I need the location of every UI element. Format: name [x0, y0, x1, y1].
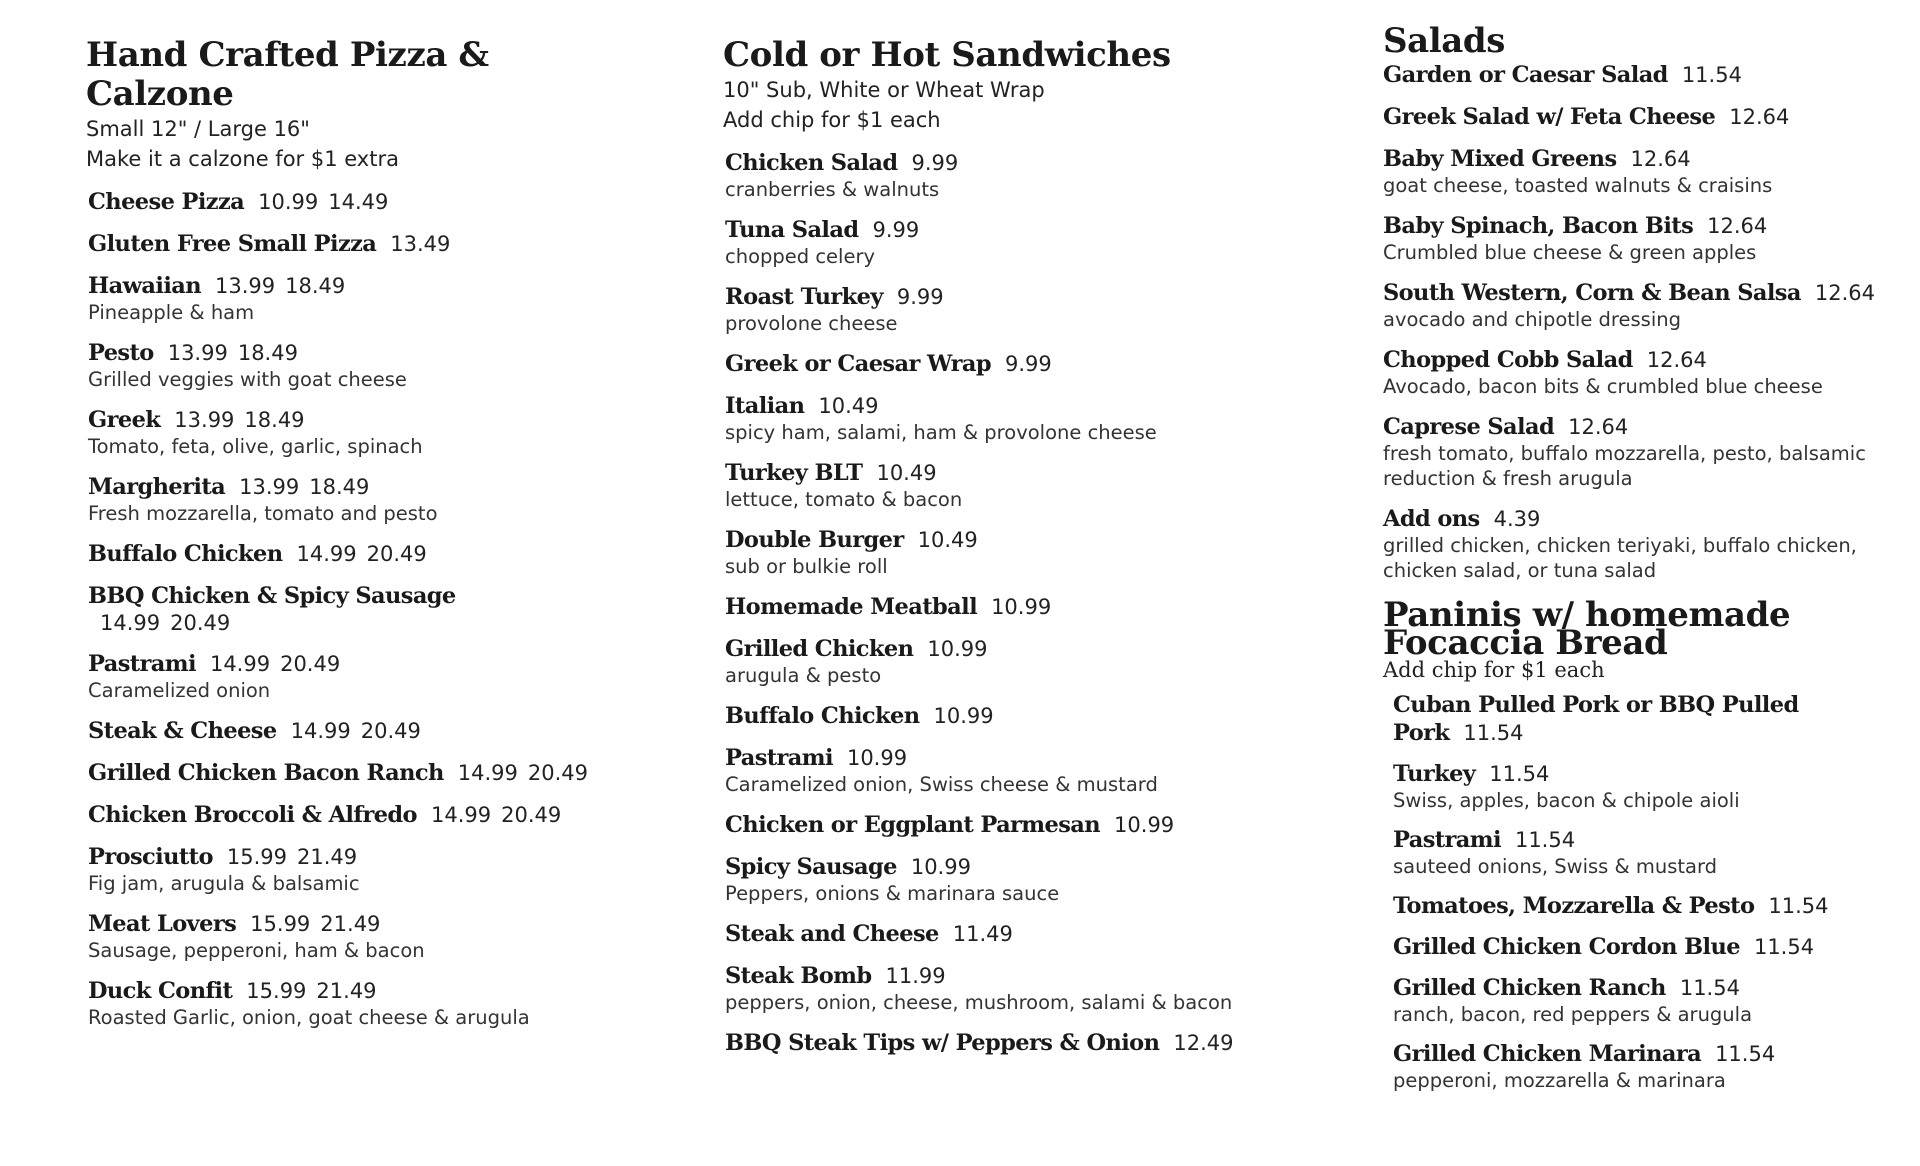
menu-item-price: 11.54 [1753, 935, 1815, 959]
menu-item [1383, 103, 1903, 131]
sandwiches-section [723, 36, 1303, 1057]
menu-item-name: Grilled Chicken Ranch [1393, 975, 1666, 1001]
menu-item [725, 744, 1303, 797]
menu-item-price: 12.64 [1814, 281, 1875, 305]
menu-item [725, 962, 1303, 1015]
menu-item-line [725, 635, 1303, 663]
menu-item [1393, 760, 1903, 813]
menu-item-name: Chicken or Eggplant Parmesan [725, 812, 1101, 838]
menu-item-line [725, 526, 1303, 554]
menu-item-name: Greek or Caesar Wrap [725, 351, 991, 377]
menu-item-price: 11.49 [952, 922, 1013, 946]
price-large: 20.49 [360, 719, 421, 743]
menu-item-name: Chicken Broccoli & Alfredo [88, 802, 417, 828]
menu-item-name: Roast Turkey [725, 284, 883, 310]
price-small: 13.99 [239, 475, 300, 499]
menu-item-name: Grilled Chicken Bacon Ranch [88, 760, 444, 786]
menu-item-description: arugula & pesto [725, 664, 882, 687]
pizza-size-note: Small 12" / Large 16" [86, 117, 310, 141]
menu-item-name: Grilled Chicken [725, 636, 914, 662]
menu-item-description: avocado and chipotle dressing [1383, 308, 1681, 331]
price-small: 13.99 [215, 274, 276, 298]
price-small: 15.99 [246, 979, 307, 1003]
menu-item-description: Swiss, apples, bacon & chipole aioli [1393, 789, 1740, 812]
menu-item-description: provolone cheese [725, 312, 898, 335]
menu-item [88, 843, 666, 896]
menu-item-name: Italian [725, 393, 805, 419]
panini-items [1383, 691, 1903, 1093]
menu-item-description: Peppers, onions & marinara sauce [725, 882, 1060, 905]
price-small: 13.99 [174, 408, 235, 432]
menu-item-line [1393, 933, 1903, 961]
price-small: 15.99 [226, 845, 287, 869]
menu-item-line [88, 910, 666, 938]
menu-item [725, 149, 1303, 202]
menu-item-name: Spicy Sausage [725, 854, 897, 880]
menu-item-line [88, 272, 666, 300]
menu-item-line [1383, 346, 1903, 374]
menu-item-line [725, 1029, 1303, 1057]
price-large: 20.49 [501, 803, 562, 827]
price-large: 20.49 [280, 652, 341, 676]
menu-item [88, 188, 666, 216]
menu-item [725, 459, 1303, 512]
menu-item-name: Greek [88, 407, 161, 433]
price-small: 14.99 [430, 803, 492, 827]
menu-item-line [88, 473, 666, 501]
salads-section [1383, 22, 1903, 1093]
menu-item-description: Pineapple & ham [88, 301, 255, 324]
menu-item-name: BBQ Chicken & Spicy Sausage [88, 583, 456, 609]
menu-item-description: Grilled veggies with goat cheese [88, 368, 407, 391]
price-small: 13.49 [390, 232, 451, 256]
menu-item-price: 11.99 [885, 964, 946, 988]
menu-item [1393, 691, 1903, 747]
menu-item-price: 9.99 [896, 285, 944, 309]
menu-item-name: Pastrami [725, 745, 833, 771]
price-large: 20.49 [366, 542, 427, 566]
price-large: 20.49 [527, 761, 588, 785]
menu-item-description: Sausage, pepperoni, ham & bacon [88, 939, 425, 962]
menu-item-price: 12.64 [1646, 348, 1707, 372]
menu-item-name: Tuna Salad [725, 217, 859, 243]
menu-item-line [725, 744, 1303, 772]
price-large: 21.49 [320, 912, 381, 936]
menu-item [1393, 826, 1903, 879]
menu-item-line [88, 843, 666, 871]
menu-item-line [725, 283, 1303, 311]
menu-item [1393, 1040, 1903, 1093]
sandwiches-title: Cold or Hot Sandwiches [723, 35, 1171, 75]
menu-item-line [88, 230, 666, 258]
menu-item-line [725, 920, 1303, 948]
menu-item-description: Fresh mozzarella, tomato and pesto [88, 502, 438, 525]
menu-item-price: 10.99 [933, 704, 994, 728]
menu-item [725, 350, 1303, 378]
menu-item-name: Caprese Salad [1383, 414, 1555, 440]
menu-item-line [1383, 413, 1903, 441]
pizza-title: Hand Crafted Pizza & Calzone [86, 35, 489, 114]
menu-item [88, 339, 666, 392]
menu-item-name: Add ons [1383, 506, 1480, 532]
pizza-section [86, 36, 666, 1030]
price-large: 20.49 [170, 611, 231, 635]
sandwiches-bread-note: 10" Sub, White or Wheat Wrap [723, 78, 1045, 102]
menu-item [88, 540, 666, 568]
menu-item-name: Meat Lovers [88, 911, 237, 937]
menu-item-line [1383, 505, 1903, 533]
menu-item [725, 593, 1303, 621]
menu-item [725, 526, 1303, 579]
price-large: 21.49 [296, 845, 358, 869]
menu-item-name: Baby Spinach, Bacon Bits [1383, 213, 1694, 239]
menu-item-name: Cheese Pizza [88, 189, 245, 215]
menu-item-name: South Western, Corn & Bean Salsa [1383, 280, 1801, 306]
menu-item-line [88, 650, 666, 678]
paninis-chip-note: Add chip for $1 each [1383, 658, 1605, 682]
menu-item-description: grilled chicken, chicken teriyaki, buffalo chicken, chicken salad, or tuna salad [1383, 534, 1857, 582]
menu-item [88, 977, 666, 1030]
menu-item-line [1393, 1040, 1903, 1068]
menu-item-name: Double Burger [725, 527, 904, 553]
menu-item-description: Crumbled blue cheese & green apples [1383, 241, 1757, 264]
menu-item [1383, 212, 1903, 265]
menu-item-name: Pesto [88, 340, 154, 366]
menu-item-name: Margherita [88, 474, 226, 500]
price-large: 18.49 [309, 475, 370, 499]
menu-item-description: goat cheese, toasted walnuts & craisins [1383, 174, 1773, 197]
menu-item-price: 12.49 [1173, 1031, 1234, 1055]
menu-item [88, 650, 666, 703]
menu-item-price: 12.64 [1568, 415, 1629, 439]
menu-item-price: 12.64 [1630, 147, 1691, 171]
menu-item-name: Pastrami [1393, 827, 1501, 853]
menu-item [725, 216, 1303, 269]
pizza-items [86, 188, 666, 1030]
menu-item-name: Grilled Chicken Marinara [1393, 1041, 1702, 1067]
price-large: 18.49 [237, 341, 298, 365]
menu-item-description: fresh tomato, buffalo mozzarella, pesto, balsamic reduction & fresh arugula [1383, 442, 1866, 490]
menu-item-description: peppers, onion, cheese, mushroom, salami & bacon [725, 991, 1233, 1014]
menu-item-description: Caramelized onion, Swiss cheese & mustard [725, 773, 1158, 796]
sandwiches-chip-note: Add chip for $1 each [723, 108, 941, 132]
menu-item-line [1393, 691, 1903, 747]
menu-item-line [725, 392, 1303, 420]
menu-item-line [725, 459, 1303, 487]
menu-item-price: 10.99 [910, 855, 971, 879]
menu-item [725, 920, 1303, 948]
price-small: 14.99 [209, 652, 271, 676]
menu-item [88, 910, 666, 963]
menu-item-line [1393, 892, 1903, 920]
menu-item [88, 272, 666, 325]
menu-item-name: Greek Salad w/ Feta Cheese [1383, 104, 1716, 130]
menu-item-description: sub or bulkie roll [725, 555, 888, 578]
menu-item [88, 759, 666, 787]
price-large: 18.49 [244, 408, 305, 432]
menu-item-name: Baby Mixed Greens [1383, 146, 1617, 172]
menu-item-line [88, 540, 666, 568]
sandwich-items [723, 149, 1303, 1057]
menu-item-description: spicy ham, salami, ham & provolone cheese [725, 421, 1157, 444]
menu-item-price: 11.54 [1768, 894, 1829, 918]
menu-item [1383, 346, 1903, 399]
menu-item-name: Steak & Cheese [88, 718, 277, 744]
menu-item-name: Turkey [1393, 761, 1476, 787]
menu-item-name: Gluten Free Small Pizza [88, 231, 377, 257]
menu-item-line [1393, 760, 1903, 788]
menu-item-price: 4.39 [1493, 507, 1541, 531]
menu-item-name: Grilled Chicken Cordon Blue [1393, 934, 1740, 960]
menu-item [88, 473, 666, 526]
price-small: 14.99 [290, 719, 351, 743]
price-small: 15.99 [250, 912, 311, 936]
menu-item [1383, 279, 1903, 332]
menu-item-line [725, 853, 1303, 881]
menu-item [1393, 892, 1903, 920]
menu-item-description: pepperoni, mozzarella & marinara [1393, 1069, 1726, 1092]
price-small: 10.99 [258, 190, 319, 214]
menu-item-line [1383, 145, 1903, 173]
menu-item-price: 11.54 [1715, 1042, 1776, 1066]
menu-item [725, 392, 1303, 445]
menu-item-line [1383, 212, 1903, 240]
menu-item-price: 10.99 [1114, 813, 1175, 837]
menu-item-line [88, 582, 666, 610]
menu-item [725, 811, 1303, 839]
pizza-calzone-note: Make it a calzone for $1 extra [86, 147, 399, 171]
menu-item-description: ranch, bacon, red peppers & arugula [1393, 1003, 1753, 1026]
menu-item-name: Chopped Cobb Salad [1383, 347, 1633, 373]
menu-item-price: 10.99 [927, 637, 988, 661]
menu-item-price: 11.54 [1489, 762, 1550, 786]
menu-item-name: Buffalo Chicken [725, 703, 920, 729]
menu-item-price: 10.49 [876, 461, 937, 485]
menu-item-name: Steak Bomb [725, 963, 872, 989]
menu-item-price: 9.99 [872, 218, 920, 242]
paninis-title: Paninis w/ homemade Focaccia Bread [1383, 595, 1791, 663]
price-large: 21.49 [316, 979, 377, 1003]
menu-item-line [88, 717, 666, 745]
price-small: 14.99 [100, 611, 161, 635]
menu-item-name: Cuban Pulled Pork or BBQ Pulled Pork [1393, 692, 1799, 746]
menu-item [1383, 505, 1903, 583]
menu-item [88, 406, 666, 459]
menu-item-name: Buffalo Chicken [88, 541, 283, 567]
salad-items [1383, 61, 1903, 583]
menu-item-name: Prosciutto [88, 844, 213, 870]
menu-item [1383, 413, 1903, 491]
menu-item [725, 283, 1303, 336]
menu-item-description: Tomato, feta, olive, garlic, spinach [88, 435, 423, 458]
menu-item-price: 9.99 [911, 151, 959, 175]
menu-item [88, 582, 666, 636]
menu-item-price: 10.99 [846, 746, 908, 770]
price-large: 14.49 [328, 190, 389, 214]
menu-item [725, 853, 1303, 906]
menu-item-price: 11.54 [1679, 976, 1740, 1000]
menu-item [1393, 974, 1903, 1027]
menu-item-line [1383, 279, 1903, 307]
menu-item [88, 717, 666, 745]
menu-item-price: 10.49 [818, 394, 879, 418]
menu-item-name: Turkey BLT [725, 460, 863, 486]
menu-item-price: 12.64 [1729, 105, 1790, 129]
menu-item-line [88, 339, 666, 367]
menu-item-line [1393, 826, 1903, 854]
menu-item-line [1393, 974, 1903, 1002]
price-large: 18.49 [285, 274, 346, 298]
menu-item-price: 9.99 [1004, 352, 1052, 376]
menu-item-line [88, 801, 666, 829]
price-small: 14.99 [457, 761, 518, 785]
menu-item [88, 230, 666, 258]
menu-item-name: Hawaiian [88, 273, 202, 299]
menu-item-line [725, 593, 1303, 621]
menu-item-name: Tomatoes, Mozzarella & Pesto [1393, 893, 1755, 919]
menu-item-price: 11.54 [1681, 63, 1742, 87]
salads-title: Salads [1383, 21, 1506, 61]
menu-item [88, 801, 666, 829]
menu-item-prices [88, 610, 666, 636]
menu-item-price: 10.49 [917, 528, 978, 552]
menu-item-price: 11.54 [1514, 828, 1576, 852]
price-small: 13.99 [167, 341, 228, 365]
menu-item-line [725, 962, 1303, 990]
menu-item-line [88, 977, 666, 1005]
menu-item-price: 10.99 [991, 595, 1052, 619]
menu-item [1383, 145, 1903, 198]
menu-item [725, 702, 1303, 730]
menu-item-description: Roasted Garlic, onion, goat cheese & arugula [88, 1006, 530, 1029]
menu-item-description: Fig jam, arugula & balsamic [88, 872, 360, 895]
price-small: 14.99 [296, 542, 357, 566]
menu-item [725, 635, 1303, 688]
menu-item-line [1383, 103, 1903, 131]
menu-item-description: Caramelized onion [88, 679, 271, 702]
menu-item [1393, 933, 1903, 961]
menu-item-name: Duck Confit [88, 978, 233, 1004]
menu-item-line [88, 759, 666, 787]
menu-item-price: 12.64 [1707, 214, 1768, 238]
menu-item-description: lettuce, tomato & bacon [725, 488, 963, 511]
menu-item-description: sauteed onions, Swiss & mustard [1393, 855, 1718, 878]
menu-item-name: BBQ Steak Tips w/ Peppers & Onion [725, 1030, 1160, 1056]
menu-item-line [725, 702, 1303, 730]
menu-item-name: Chicken Salad [725, 150, 898, 176]
menu-item-line [725, 811, 1303, 839]
menu-item-description: chopped celery [725, 245, 876, 268]
menu-item-line [725, 149, 1303, 177]
menu-item-description: Avocado, bacon bits & crumbled blue cheese [1383, 375, 1823, 398]
menu-item-description: cranberries & walnuts [725, 178, 940, 201]
menu-item-line [88, 188, 666, 216]
menu-item-line [725, 350, 1303, 378]
menu-item-name: Pastrami [88, 651, 196, 677]
menu-item [1383, 61, 1903, 89]
menu-item-name: Garden or Caesar Salad [1383, 62, 1668, 88]
menu-item-name: Homemade Meatball [725, 594, 978, 620]
menu-item [725, 1029, 1303, 1057]
menu-item-name: Steak and Cheese [725, 921, 939, 947]
menu-item-line [88, 406, 666, 434]
menu-item-line [725, 216, 1303, 244]
menu-item-line [1383, 61, 1903, 89]
menu-item-price: 11.54 [1463, 721, 1524, 745]
